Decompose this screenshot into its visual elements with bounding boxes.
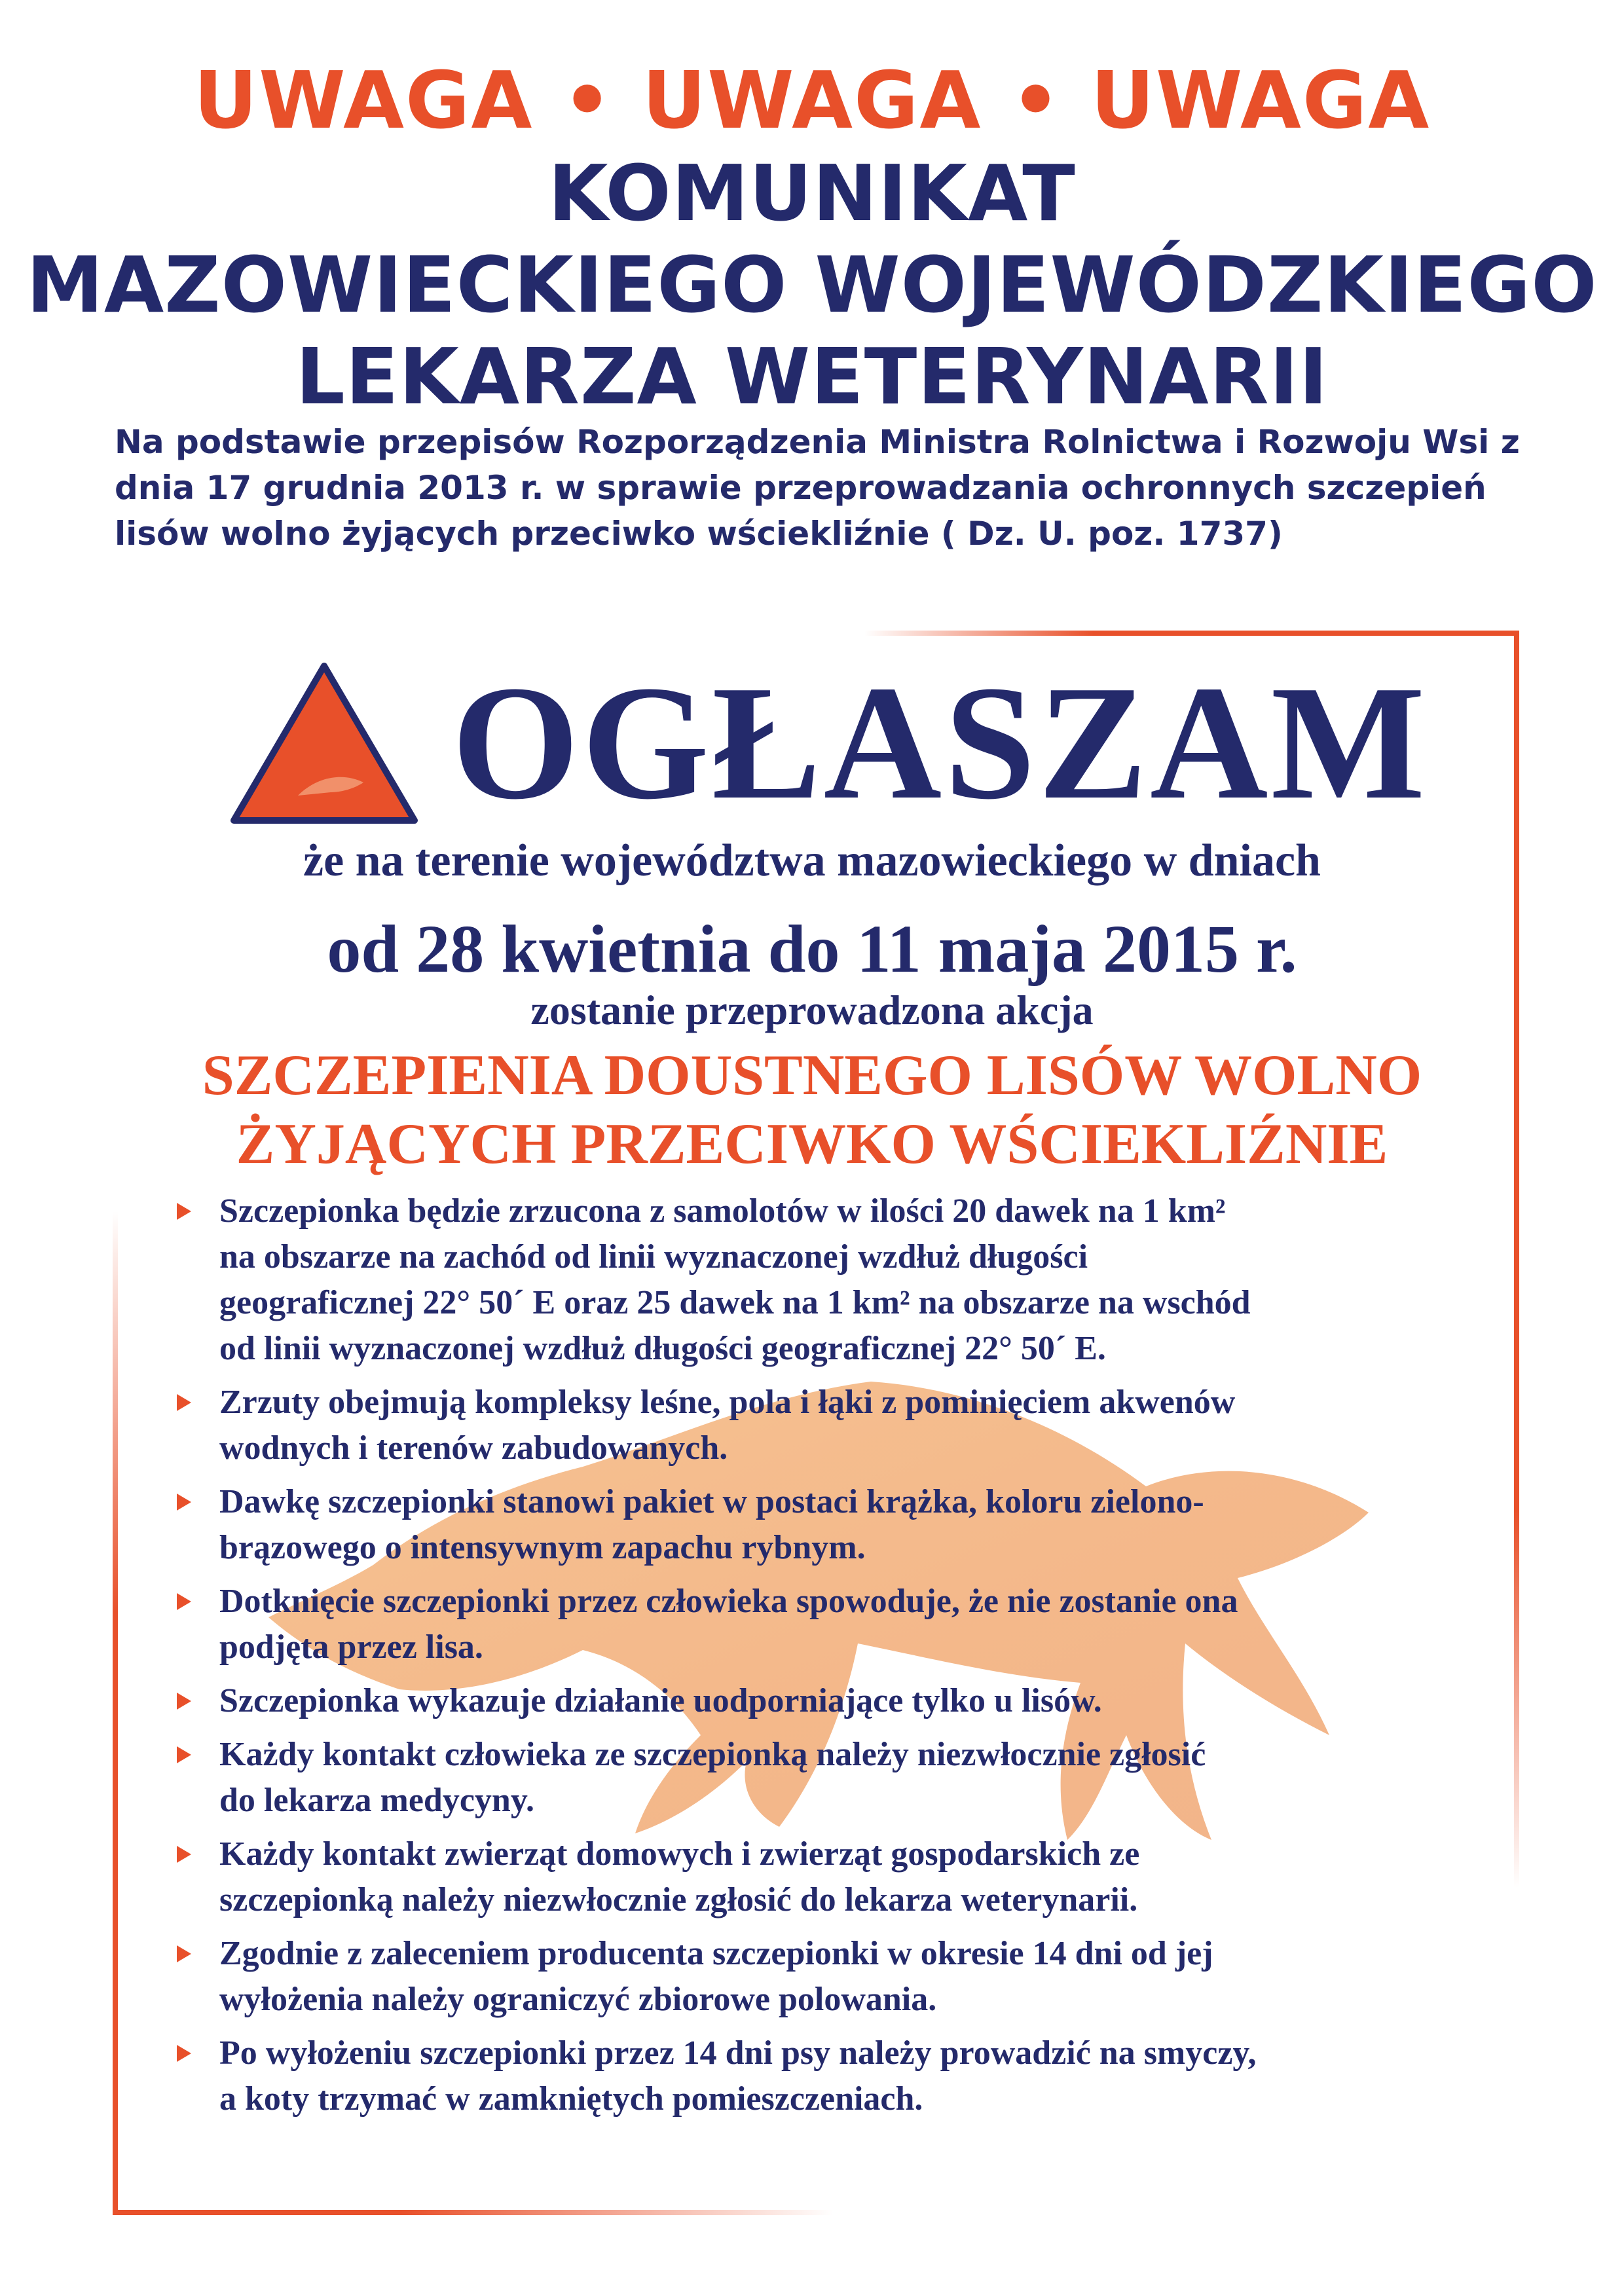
arrow-bullet-icon: [177, 1945, 191, 1962]
bullet-line: Każdy kontakt zwierząt domowych i zwierząt gospodarskich ze: [219, 1835, 1140, 1873]
arrow-bullet-icon: [177, 1693, 191, 1710]
list-item: [177, 1188, 1506, 1372]
campaign-title-line-2: ŻYJĄCYCH PRZECIWKO WŚCIEKLIŹNIE: [236, 1112, 1388, 1176]
frame-bottom-border: [113, 2210, 833, 2215]
bullet-line: geograficznej 22° 50´ E oraz 25 dawek na 1 km² na obszarze na wschód: [219, 1284, 1251, 1321]
campaign-title-line-1: SZCZEPIENIA DOUSTNEGO LISÓW WOLNO: [202, 1044, 1422, 1107]
bullet-line: Po wyłożeniu szczepionki przez 14 dni psy należy prowadzić na smyczy,: [219, 2034, 1257, 2072]
arrow-bullet-icon: [177, 1846, 191, 1863]
intro-line: Na podstawie przepisów Rozporządzenia Ministra Rolnictwa i Rozwoju Wsi z: [115, 423, 1520, 461]
bullet-line: wodnych i terenów zabudowanych.: [219, 1429, 728, 1467]
bullet-line: na obszarze na zachód od linii wyznaczonej wzdłuż długości: [219, 1238, 1088, 1276]
bullet-line: do lekarza medycyny.: [219, 1782, 534, 1819]
bullet-line: Zgodnie z zaleceniem producenta szczepionki w okresie 14 dni od jej: [219, 1935, 1213, 1972]
arrow-bullet-icon: [177, 1746, 191, 1763]
title-line-3: LEKARZA WETERYNARII: [295, 331, 1329, 422]
list-item: [177, 1579, 1506, 1670]
title-line-1: KOMUNIKAT: [548, 148, 1076, 238]
announcement-heading: OGŁASZAM: [452, 652, 1428, 834]
list-item: [177, 1479, 1506, 1571]
arrow-bullet-icon: [177, 1394, 191, 1411]
list-item: [177, 2030, 1506, 2122]
bullet-line: Zrzuty obejmują kompleksy leśne, pola i łąki z pominięciem akwenów: [219, 1384, 1236, 1421]
bullet-line: Każdy kontakt człowieka ze szczepionką należy niezwłocznie zgłosić: [219, 1736, 1206, 1773]
announcement-line-action: zostanie przeprowadzona akcja: [530, 987, 1094, 1033]
bullet-line: wyłożenia należy ograniczyć zbiorowe polowania.: [219, 1981, 937, 2018]
arrow-bullet-icon: [177, 1203, 191, 1220]
warning-triangle-icon: [226, 658, 422, 828]
list-item: [177, 1678, 1506, 1724]
frame-top-border: [864, 631, 1519, 636]
bullet-line: szczepionką należy niezwłocznie zgłosić do lekarza weterynarii.: [219, 1881, 1138, 1919]
frame-right-border: [1514, 631, 1519, 1888]
bullet-line: Dawkę szczepionki stanowi pakiet w postaci krążka, koloru zielono-: [219, 1483, 1204, 1520]
announcement-dates: od 28 kwietnia do 11 maja 2015 r.: [327, 911, 1297, 987]
bullet-line: Szczepionka będzie zrzucona z samolotów w ilości 20 dawek na 1 km²: [219, 1192, 1226, 1230]
arrow-bullet-icon: [177, 2045, 191, 2062]
intro-line: lisów wolno żyjących przeciwko wściekliźnie ( Dz. U. poz. 1737): [115, 515, 1283, 553]
intro-line: dnia 17 grudnia 2013 r. w sprawie przeprowadzania ochronnych szczepień: [115, 469, 1486, 507]
list-item: [177, 1831, 1506, 1923]
bullet-line: Szczepionka wykazuje działanie uodporniające tylko u lisów.: [219, 1682, 1102, 1719]
list-item: [177, 1931, 1506, 2023]
legal-basis-paragraph: [115, 419, 1529, 557]
bullet-line: brązowego o intensywnym zapachu rybnym.: [219, 1529, 866, 1566]
arrow-bullet-icon: [177, 1593, 191, 1610]
bullet-line: od linii wyznaczonej wzdłuż długości geograficznej 22° 50´ E.: [219, 1330, 1106, 1367]
bullet-line: Dotknięcie szczepionki przez człowieka spowoduje, że nie zostanie ona: [219, 1583, 1238, 1620]
bullet-line: podjęta przez lisa.: [219, 1628, 483, 1666]
list-item: [177, 1732, 1506, 1824]
warning-banner: UWAGA • UWAGA • UWAGA: [193, 56, 1431, 147]
arrow-bullet-icon: [177, 1494, 191, 1511]
bullet-line: a koty trzymać w zamkniętych pomieszczeniach.: [219, 2080, 923, 2118]
frame-left-border: [113, 1211, 118, 2215]
instructions-list: [177, 1188, 1506, 2130]
list-item: [177, 1380, 1506, 1471]
title-line-2: MAZOWIECKIEGO WOJEWÓDZKIEGO: [26, 240, 1598, 330]
announcement-line-region: że na terenie województwa mazowieckiego w dniach: [303, 835, 1321, 886]
